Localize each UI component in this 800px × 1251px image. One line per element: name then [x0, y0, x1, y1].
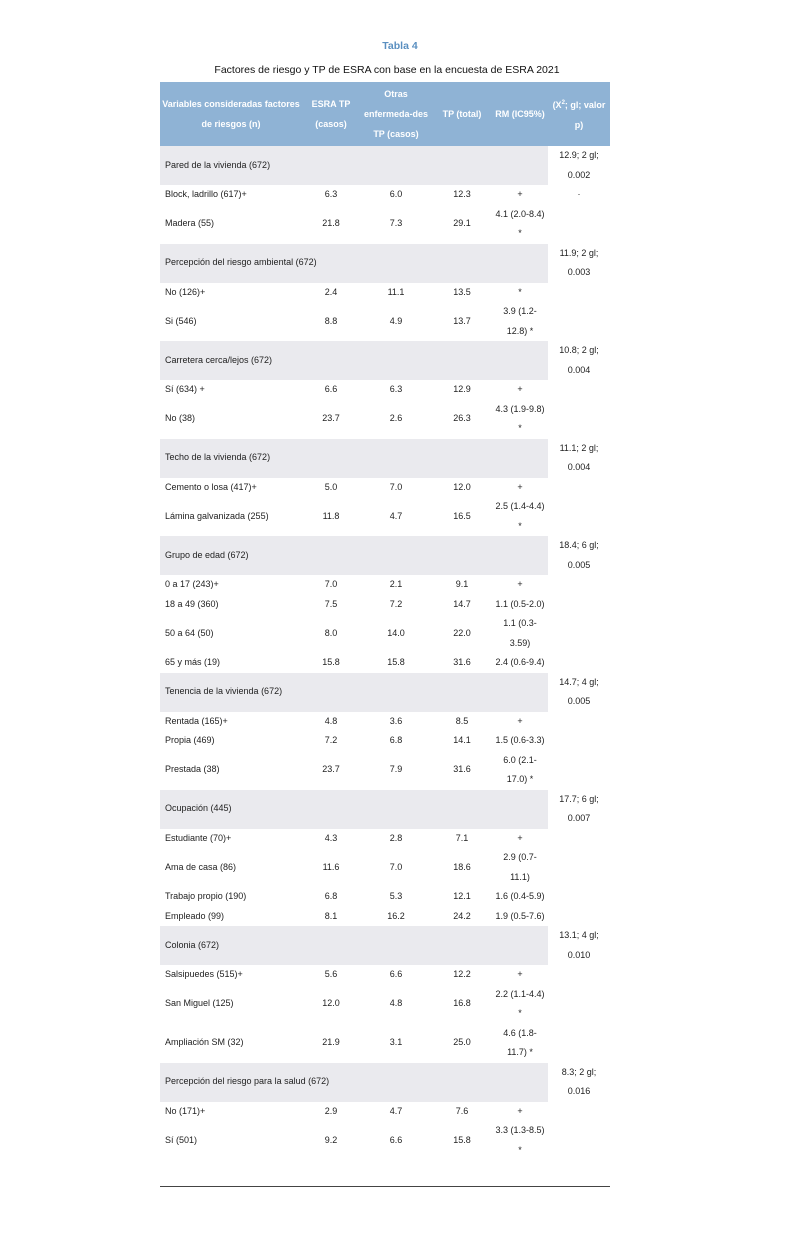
section-stat: 12.9; 2 gl; 0.002	[548, 146, 610, 185]
cell-esra-tp: 2.9	[324, 1105, 338, 1116]
cell-otras: 14.0	[387, 627, 405, 638]
cell-tp-total: 15.8	[453, 1134, 471, 1145]
cell-otras: 6.8	[389, 735, 403, 745]
row-label: Empleado (99)	[165, 910, 225, 921]
row-label: Cemento o losa (417)+	[165, 481, 257, 492]
cell-esra-tp: 11.6	[322, 861, 340, 872]
cell-rm: 1.1 (0.5-2.0)	[495, 598, 545, 609]
row-label: Lámina galvanizada (255)	[165, 510, 269, 521]
cell-stat	[548, 1121, 610, 1160]
cell-otras: 7.0	[389, 861, 403, 872]
cell-stat	[548, 283, 610, 303]
section-stat: 11.9; 2 gl; 0.003	[548, 244, 610, 283]
cell-otras: 6.3	[389, 384, 403, 394]
cell-rm: +	[517, 481, 523, 492]
table-body	[160, 146, 610, 1160]
cell-esra-tp: 8.8	[324, 315, 338, 326]
cell-rm: +	[517, 715, 523, 726]
cell-otras: 6.0	[389, 189, 403, 199]
row-label: 50 a 64 (50)	[165, 627, 214, 638]
section-label: Techo de la vivienda (672)	[160, 439, 548, 478]
table-row	[160, 887, 610, 907]
cell-otras: 7.9	[389, 764, 403, 775]
section-label: Grupo de edad (672)	[160, 536, 548, 575]
table-row	[160, 595, 610, 615]
cell-esra-tp: 21.8	[322, 218, 340, 229]
cell-stat	[548, 478, 610, 498]
cell-otras: 7.0	[389, 481, 403, 492]
cell-rm: +	[517, 579, 523, 589]
row-label: 18 a 49 (360)	[165, 598, 219, 609]
cell-tp-total: 29.1	[453, 218, 471, 229]
cell-stat	[548, 731, 610, 751]
table-row	[160, 575, 610, 595]
header-rm: RM (IC95%)	[492, 82, 548, 146]
table-row	[160, 185, 610, 205]
table-caption: Tabla 4	[382, 40, 418, 52]
cell-otras: 7.2	[389, 598, 403, 609]
cell-esra-tp: 6.6	[324, 384, 338, 394]
cell-otras: 2.8	[389, 832, 403, 843]
table-row	[160, 1102, 610, 1122]
cell-stat	[548, 614, 610, 653]
cell-rm: 4.1 (2.0-8.4) *	[495, 208, 545, 238]
table-bottom-rule	[160, 1186, 610, 1187]
cell-rm: 1.9 (0.5-7.6)	[495, 910, 545, 921]
cell-otras: 4.9	[389, 315, 403, 326]
section-row	[160, 536, 610, 575]
row-label: Ama de casa (86)	[165, 861, 237, 872]
table-row	[160, 653, 610, 673]
cell-stat	[548, 575, 610, 595]
cell-stat	[548, 1102, 610, 1122]
cell-tp-total: 12.0	[453, 481, 471, 492]
cell-rm: 2.9 (0.7-11.1)	[503, 852, 537, 882]
cell-tp-total: 9.1	[455, 579, 469, 589]
cell-esra-tp: 8.1	[324, 910, 338, 921]
cell-rm: 3.3 (1.3-8.5) *	[495, 1125, 545, 1155]
section-label: Tenencia de la vivienda (672)	[160, 673, 548, 712]
table-row	[160, 829, 610, 849]
row-label: 0 a 17 (243)+	[165, 579, 219, 589]
cell-rm: 1.1 (0.3-3.59)	[503, 618, 537, 648]
table-row	[160, 302, 610, 341]
cell-tp-total: 14.7	[453, 598, 471, 609]
cell-tp-total: 12.1	[453, 891, 471, 901]
cell-rm: 4.3 (1.9-9.8) *	[495, 403, 545, 433]
header-variables: Variables consideradas factores de riesgos (n)	[160, 82, 302, 146]
cell-otras: 11.1	[387, 286, 405, 297]
cell-stat	[548, 1024, 610, 1063]
row-label: Estudiante (70)+	[165, 832, 232, 843]
cell-tp-total: 25.0	[453, 1037, 471, 1048]
cell-tp-total: 13.5	[453, 286, 471, 297]
cell-otras: 7.3	[389, 218, 403, 229]
cell-tp-total: 26.3	[453, 413, 471, 424]
cell-otras: 6.6	[389, 1134, 403, 1145]
cell-stat	[548, 887, 610, 907]
row-label: Rentada (165)+	[165, 715, 228, 726]
cell-rm: 2.4 (0.6-9.4)	[495, 657, 545, 667]
table-row	[160, 205, 610, 244]
cell-otras: 5.3	[389, 891, 403, 901]
cell-tp-total: 12.2	[453, 969, 471, 979]
cell-stat	[548, 653, 610, 673]
cell-stat	[548, 965, 610, 985]
section-row	[160, 341, 610, 380]
cell-esra-tp: 6.8	[324, 891, 338, 901]
section-row	[160, 926, 610, 965]
row-label: Prestada (38)	[165, 764, 220, 775]
cell-tp-total: 31.6	[453, 657, 471, 667]
table-row	[160, 712, 610, 732]
cell-rm: +	[517, 832, 523, 843]
section-stat: 10.8; 2 gl; 0.004	[548, 341, 610, 380]
cell-esra-tp: 5.0	[324, 481, 338, 492]
cell-stat	[548, 302, 610, 341]
cell-esra-tp: 15.8	[322, 657, 340, 667]
row-label: Block, ladrillo (617)+	[165, 189, 247, 199]
section-stat: 18.4; 6 gl; 0.005	[548, 536, 610, 575]
table-row	[160, 380, 610, 400]
cell-otras: 15.8	[387, 657, 405, 667]
cell-otras: 6.6	[389, 969, 403, 979]
cell-rm: *	[518, 286, 522, 297]
cell-tp-total: 16.5	[453, 510, 471, 521]
row-label: Sí (634) +	[165, 384, 205, 394]
row-label: Si (546)	[165, 315, 197, 326]
cell-esra-tp: 7.5	[324, 598, 338, 609]
cell-stat: ·	[577, 189, 581, 199]
header-tp-total: TP (total)	[432, 82, 492, 146]
row-label: Madera (55)	[165, 218, 215, 229]
table-row	[160, 985, 610, 1024]
cell-otras: 2.1	[389, 579, 403, 589]
cell-tp-total: 22.0	[453, 627, 471, 638]
cell-rm: 2.5 (1.4-4.4) *	[495, 501, 545, 531]
section-row	[160, 673, 610, 712]
cell-otras: 4.7	[389, 1105, 403, 1116]
table-header-row	[160, 82, 610, 146]
cell-tp-total: 24.2	[453, 910, 471, 921]
header-otras: Otras enfermeda-des TP (casos)	[360, 82, 432, 146]
cell-rm: +	[517, 969, 523, 979]
table-row	[160, 731, 610, 751]
risk-factors-table	[160, 82, 610, 1160]
section-label: Ocupación (445)	[160, 790, 548, 829]
row-label: Trabajo propio (190)	[165, 891, 247, 901]
cell-esra-tp: 4.3	[324, 832, 338, 843]
chi-superscript: 2	[561, 100, 565, 106]
cell-tp-total: 12.9	[453, 384, 471, 394]
cell-rm: +	[517, 1105, 523, 1116]
table-row	[160, 283, 610, 303]
cell-stat	[548, 829, 610, 849]
cell-esra-tp: 23.7	[322, 413, 340, 424]
cell-tp-total: 18.6	[453, 861, 471, 872]
table-row	[160, 1121, 610, 1160]
section-label: Percepción del riesgo para la salud (672)	[160, 1063, 548, 1102]
chi-rest: ; gl; valor p)	[564, 100, 606, 130]
cell-esra-tp: 5.6	[324, 969, 338, 979]
cell-esra-tp: 6.3	[324, 189, 338, 199]
section-stat: 17.7; 6 gl; 0.007	[548, 790, 610, 829]
header-chi-square	[548, 82, 610, 146]
cell-stat	[548, 205, 610, 244]
cell-stat	[548, 497, 610, 536]
cell-stat	[548, 595, 610, 615]
section-row	[160, 146, 610, 185]
section-stat: 8.3; 2 gl; 0.016	[548, 1063, 610, 1102]
cell-stat	[548, 751, 610, 790]
cell-otras: 4.8	[389, 998, 403, 1009]
cell-stat	[548, 985, 610, 1024]
cell-otras: 3.1	[389, 1037, 403, 1048]
row-label: 65 y más (19)	[165, 657, 221, 667]
table-title: Factores de riesgo y TP de ESRA con base en la encuesta de ESRA 2021	[214, 64, 560, 76]
cell-otras: 3.6	[389, 715, 403, 726]
cell-tp-total: 31.6	[453, 764, 471, 775]
section-label: Pared de la vivienda (672)	[160, 146, 548, 185]
chi-label: (X	[552, 100, 562, 110]
cell-esra-tp: 11.8	[322, 510, 340, 521]
table-row	[160, 907, 610, 927]
cell-esra-tp: 7.2	[324, 735, 338, 745]
section-stat: 13.1; 4 gl; 0.010	[548, 926, 610, 965]
cell-esra-tp: 2.4	[324, 286, 338, 297]
cell-esra-tp: 23.7	[322, 764, 340, 775]
cell-rm: 2.2 (1.1-4.4) *	[495, 988, 545, 1018]
cell-stat	[548, 848, 610, 887]
cell-rm: +	[517, 189, 523, 199]
cell-rm: 1.5 (0.6-3.3)	[495, 735, 545, 745]
cell-otras: 16.2	[387, 910, 405, 921]
cell-tp-total: 16.8	[453, 998, 471, 1009]
row-label: Salsipuedes (515)+	[165, 969, 243, 979]
table-row	[160, 751, 610, 790]
table-row	[160, 614, 610, 653]
cell-tp-total: 12.3	[453, 189, 471, 199]
section-label: Carretera cerca/lejos (672)	[160, 341, 548, 380]
section-row	[160, 1063, 610, 1102]
row-label: Sí (501)	[165, 1134, 198, 1145]
cell-tp-total: 8.5	[455, 715, 469, 726]
cell-esra-tp: 21.9	[322, 1037, 340, 1048]
cell-stat	[548, 907, 610, 927]
table-row	[160, 400, 610, 439]
table-row	[160, 478, 610, 498]
section-row	[160, 244, 610, 283]
row-label: Ampliación SM (32)	[165, 1037, 244, 1048]
cell-tp-total: 14.1	[453, 735, 471, 745]
table-row	[160, 848, 610, 887]
table-row	[160, 1024, 610, 1063]
cell-esra-tp: 12.0	[322, 998, 340, 1009]
cell-esra-tp: 8.0	[324, 627, 338, 638]
cell-rm: 6.0 (2.1-17.0) *	[503, 754, 537, 784]
row-label: No (171)+	[165, 1105, 206, 1116]
cell-otras: 2.6	[389, 413, 403, 424]
cell-stat	[548, 712, 610, 732]
cell-esra-tp: 9.2	[324, 1134, 338, 1145]
cell-tp-total: 7.1	[455, 832, 469, 843]
cell-stat	[548, 380, 610, 400]
header-esra-tp: ESRA TP (casos)	[302, 82, 360, 146]
cell-rm: 3.9 (1.2-12.8) *	[503, 306, 537, 336]
cell-tp-total: 7.6	[455, 1105, 469, 1116]
cell-rm: 4.6 (1.8-11.7) *	[503, 1027, 537, 1057]
section-row	[160, 790, 610, 829]
cell-stat	[548, 400, 610, 439]
section-row	[160, 439, 610, 478]
cell-otras: 4.7	[389, 510, 403, 521]
section-label: Colonia (672)	[160, 926, 548, 965]
section-stat: 14.7; 4 gl; 0.005	[548, 673, 610, 712]
row-label: San Miguel (125)	[165, 998, 234, 1009]
cell-rm: +	[517, 384, 523, 394]
cell-esra-tp: 7.0	[324, 579, 338, 589]
table-row	[160, 965, 610, 985]
cell-rm: 1.6 (0.4-5.9)	[495, 891, 545, 901]
table-row	[160, 497, 610, 536]
cell-esra-tp: 4.8	[324, 715, 338, 726]
row-label: Propia (469)	[165, 735, 215, 745]
cell-tp-total: 13.7	[453, 315, 471, 326]
row-label: No (126)+	[165, 286, 206, 297]
row-label: No (38)	[165, 413, 196, 424]
section-label: Percepción del riesgo ambiental (672)	[160, 244, 548, 283]
section-stat: 11.1; 2 gl; 0.004	[548, 439, 610, 478]
